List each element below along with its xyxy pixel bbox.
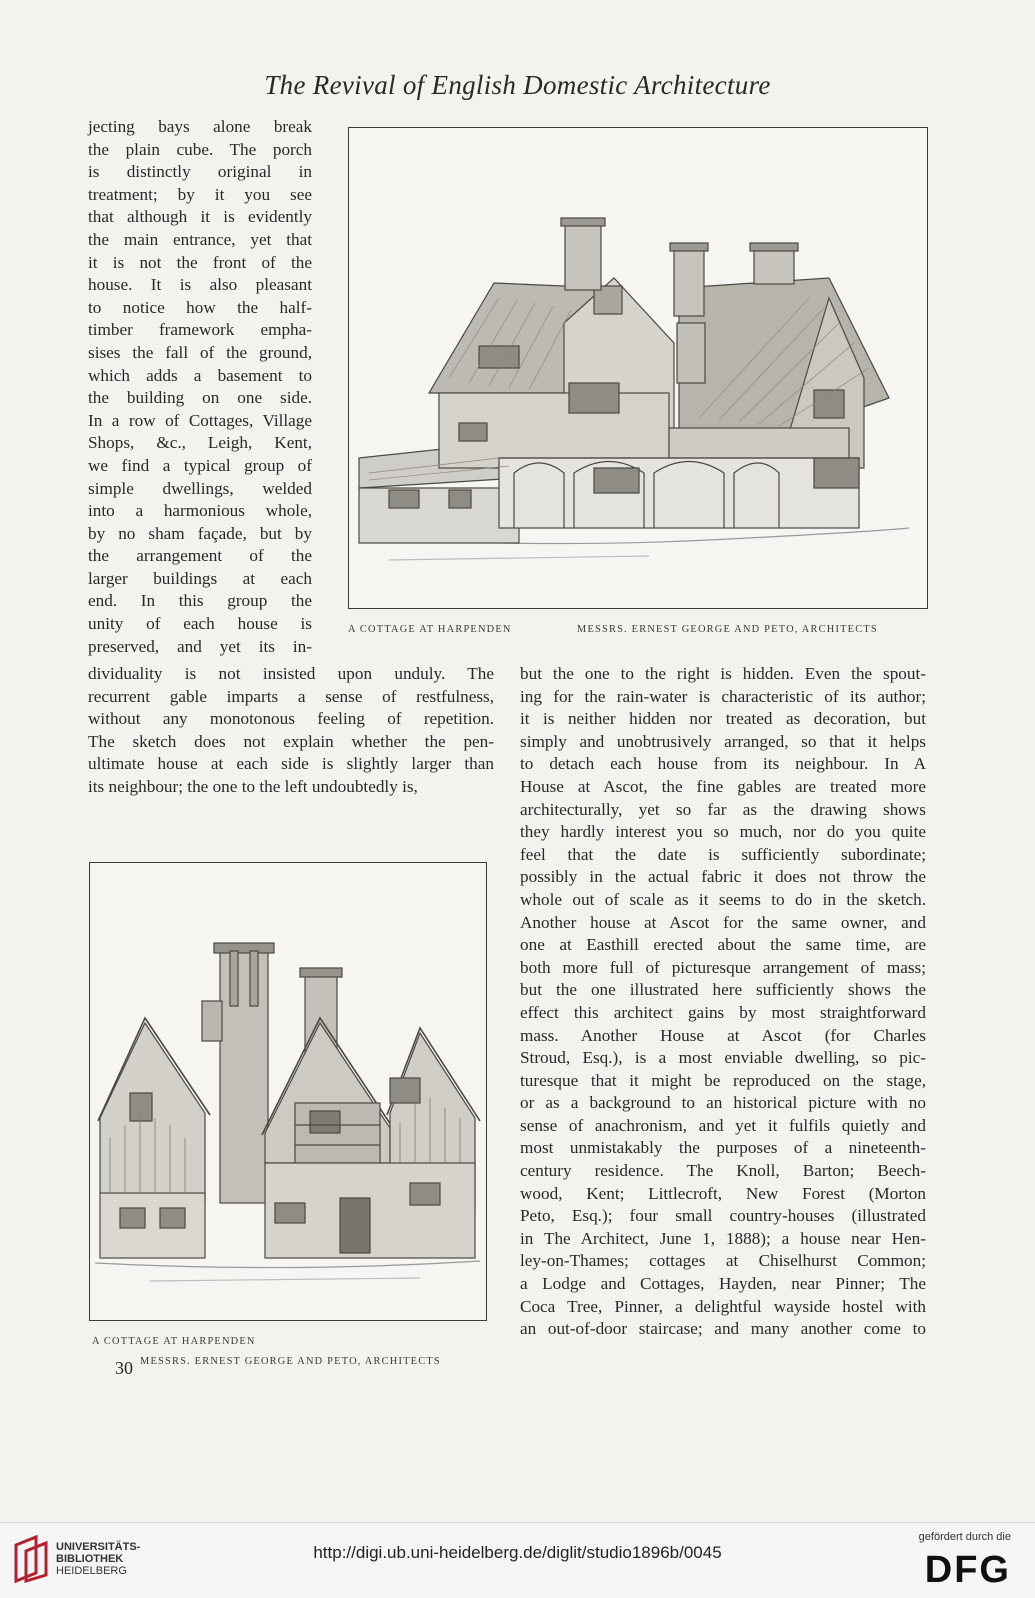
right-column-line: an out-of-door staircase; and many another come to [520, 1319, 926, 1339]
right-column-line: Coca Tree, Pinner, a delightful wayside hostel with [520, 1296, 926, 1316]
document-url[interactable]: http://digi.ub.uni-heidelberg.de/diglit/studio1896b/0045 [313, 1543, 722, 1562]
top-column-line: to notice how the half- [88, 297, 312, 317]
left-column-line: without any monotonous feeling of repetition. [88, 709, 494, 729]
top-column-line: the building on one side. [88, 388, 312, 408]
top-column-line: preserved, and yet its in- [88, 636, 312, 656]
right-column-line: a Lodge and Cottages, Hayden, near Pinner; The [520, 1274, 926, 1294]
right-column-line: century residence. The Knoll, Barton; Beech- [520, 1161, 926, 1181]
right-column-line: most unmistakably the purposes of a nineteenth- [520, 1138, 926, 1158]
right-column-line: whole out of scale as it seems to do in the sketch. [520, 889, 926, 909]
top-column-line: the main entrance, yet that [88, 229, 312, 249]
top-column-line: the plain cube. The porch [88, 139, 312, 159]
library-name-line1: UNIVERSITÄTS- [56, 1541, 141, 1553]
top-column-line: which adds a basement to [88, 365, 312, 385]
left-column-line: The sketch does not explain whether the pen- [88, 731, 494, 751]
page-number: 30 [115, 1358, 133, 1378]
right-column-line: to detach each house from its neighbour. In A [520, 754, 926, 774]
right-column-line: one at Easthill erected about the same time, are [520, 935, 926, 955]
library-name-line2: BIBLIOTHEK [56, 1553, 124, 1565]
top-column-line: larger buildings at each [88, 568, 312, 588]
cottage-sketch-1 [349, 128, 927, 608]
right-column-line: ing for the rain-water is characteristic of its author; [520, 686, 926, 706]
top-column-line: into a harmonious whole, [88, 501, 312, 521]
right-column-line: feel that the date is sufficiently subordinate; [520, 844, 926, 864]
right-column-line: both more full of picturesque arrangement of mass; [520, 957, 926, 977]
figure2-caption-title: A COTTAGE AT HARPENDEN [92, 1336, 256, 1347]
top-column-line: house. It is also pleasant [88, 275, 312, 295]
right-column-line: effect this architect gains by most straightforward [520, 1002, 926, 1022]
top-column-line: the arrangement of the [88, 546, 312, 566]
top-column-line: end. In this group the [88, 591, 312, 611]
right-column-line: Another house at Ascot for the same owner, and [520, 912, 926, 932]
right-column-line: ley-on-Thames; cottages at Chiselhurst Common; [520, 1251, 926, 1271]
right-column-line: turesque that it might be reproduced on the stage, [520, 1070, 926, 1090]
top-column-line: unity of each house is [88, 614, 312, 634]
right-column-line: mass. Another House at Ascot (for Charles [520, 1025, 926, 1045]
right-column-text [520, 663, 926, 1341]
right-column-line: it is neither hidden nor treated as decoration, but [520, 709, 926, 729]
right-column-line: they hardly interest you so much, nor do you quite [520, 822, 926, 842]
top-column-line: timber framework empha- [88, 320, 312, 340]
left-column-line: recurrent gable imparts a sense of restfulness, [88, 686, 494, 706]
right-column-line: architecturally, yet so far as the drawing shows [520, 799, 926, 819]
left-column-line: ultimate house at each side is slightly larger than [88, 754, 494, 774]
top-column-line: treatment; by it you see [88, 184, 312, 204]
right-column-line: Stroud, Esq.), is a most enviable dwelling, so pic- [520, 1048, 926, 1068]
right-column-line: in The Architect, June 1, 1888); a house near Hen- [520, 1228, 926, 1248]
dfg-logo: DFG [924, 1549, 1011, 1591]
top-column-line: In a row of Cottages, Village [88, 410, 312, 430]
figure2-caption-credit: MESSRS. ERNEST GEORGE AND PETO, ARCHITECTS [140, 1356, 441, 1367]
top-column-line: jecting bays alone break [88, 117, 312, 136]
left-column-line: dividuality is not insisted upon unduly. The [88, 664, 494, 683]
footer-bar [0, 1522, 1035, 1598]
figure-cottage-2 [89, 862, 487, 1321]
running-head: The Revival of English Domestic Architecture [264, 70, 771, 100]
right-column-line: but the one to the right is hidden. Even the spout- [520, 664, 926, 683]
right-column-line: sense of anachronism, and yet it fulfils quietly and [520, 1115, 926, 1135]
right-column-line: simply and unobtrusively arranged, so that it helps [520, 731, 926, 751]
top-column-line: by no sham façade, but by [88, 523, 312, 543]
cottage-sketch-2 [90, 863, 486, 1320]
top-column-text [88, 116, 312, 658]
top-column-line: Shops, &c., Leigh, Kent, [88, 433, 312, 453]
right-column-line: possibly in the actual fabric it does not throw the [520, 867, 926, 887]
top-column-line: that although it is evidently [88, 207, 312, 227]
top-column-line: simple dwellings, welded [88, 478, 312, 498]
right-column-line: but the one illustrated here sufficiently shows the [520, 980, 926, 1000]
right-column-line: Peto, Esq.); four small country-houses (illustrated [520, 1206, 926, 1226]
top-column-line: it is not the front of the [88, 252, 312, 272]
right-column-line: wood, Kent; Littlecroft, New Forest (Morton [520, 1183, 926, 1203]
right-column-line: or as a background to an historical picture with no [520, 1093, 926, 1113]
library-name-line3: HEIDELBERG [56, 1565, 127, 1577]
right-column-line: House at Ascot, the fine gables are treated more [520, 776, 926, 796]
left-column-line: its neighbour; the one to the left undoubtedly is, [88, 776, 418, 796]
sponsor-label: gefördert durch die [918, 1531, 1011, 1543]
figure-cottage-1 [348, 127, 928, 609]
figure1-caption-credit: MESSRS. ERNEST GEORGE AND PETO, ARCHITECTS [577, 624, 878, 635]
top-column-line: we find a typical group of [88, 455, 312, 475]
top-column-line: sises the fall of the ground, [88, 342, 312, 362]
figure1-caption-title: A COTTAGE AT HARPENDEN [348, 624, 512, 635]
top-column-line: is distinctly original in [88, 162, 312, 182]
left-column-text [88, 663, 494, 799]
